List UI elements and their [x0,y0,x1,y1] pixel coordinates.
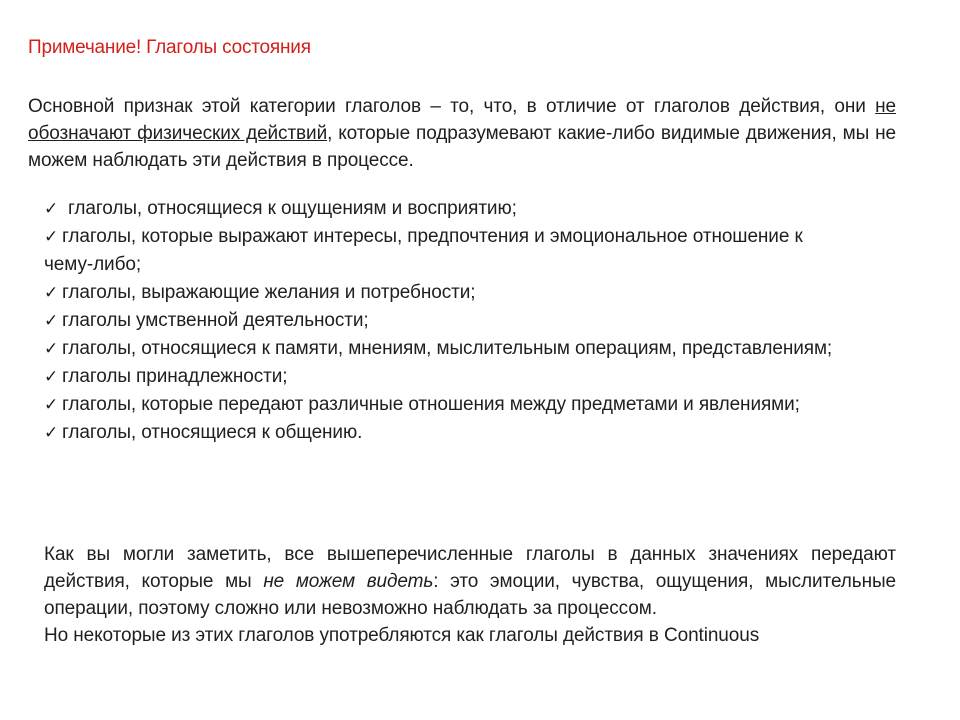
slide-title: Примечание! Глаголы состояния [28,37,311,58]
list-item-text: глаголы принадлежности; [62,366,288,387]
list-item-text: глаголы, относящиеся к общению. [62,422,363,443]
list-item-text: глаголы, которые передают различные отношения между предметами и явлениями; [62,394,800,415]
intro-text-part2: , которые подразумевают какие-либо видимые движения, мы не можем наблюдать эти действия в процессе. [28,123,896,171]
list-item-text: глаголы, выражающие желания и потребности; [62,282,476,303]
intro-paragraph [28,93,896,174]
intro-text-part1: Основной признак этой категории глаголов – то, что, в отличие от глаголов действия, они [28,96,876,117]
intro-underlined-text: не обозначают физических действий [28,96,896,144]
check-icon: ✓ [44,311,59,330]
list-item [44,419,844,447]
list-item [44,279,844,307]
check-icon: ✓ [44,339,59,358]
list-item [44,195,844,223]
list-item [44,391,844,419]
check-icon: ✓ [44,367,59,386]
outro-italic-text: не можем видеть [263,571,434,592]
state-verbs-list [44,195,844,447]
outro-paragraph [44,541,896,622]
outro-last-line: Но некоторые из этих глаголов употребляются как глаголы действия в Continuous [44,625,760,646]
list-item-text: глаголы, относящиеся к памяти, мнениям, мыслительным операциям, представлениям; [62,338,833,359]
outro-text-part1: Как вы могли заметить, все вышеперечисленные глаголы в данных значениях передают действия, которые мы [44,544,896,592]
outro-text-part2: : это эмоции, чувства, ощущения, мыслительные операции, поэтому сложно или невозможно наблюдать за процессом. [44,571,896,619]
check-icon: ✓ [44,199,59,218]
list-item-text: глаголы умственной деятельности; [62,310,369,331]
check-icon: ✓ [44,395,59,414]
outro-block [44,541,896,649]
check-icon: ✓ [44,423,59,442]
list-item [44,335,844,363]
list-item-text: глаголы, которые выражают интересы, предпочтения и эмоциональное отношение к чему-либо; [44,226,803,275]
check-icon: ✓ [44,227,59,246]
list-item [44,307,844,335]
list-item-text: глаголы, относящиеся к ощущениям и восприятию; [68,198,517,219]
check-icon: ✓ [44,283,59,302]
list-item [44,223,844,279]
list-item [44,363,844,391]
